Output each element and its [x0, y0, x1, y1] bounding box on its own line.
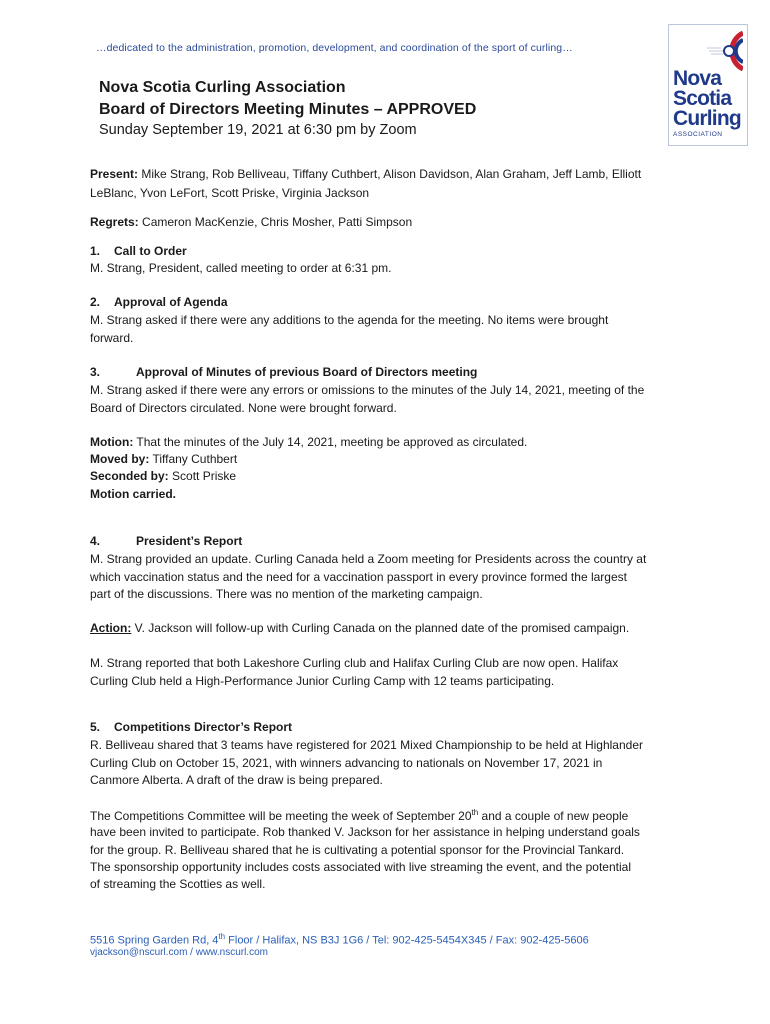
section-5-p2-text-1: The Competitions Committee will be meeting the week of September 20th and a couple of new people — [90, 808, 629, 823]
section-5-p2-text-5: of streaming the Scotties as well. — [90, 877, 266, 891]
section-5-p2-text-4: The sponsorship opportunity includes costs associated with live streaming the event, and the potential — [90, 860, 631, 874]
section-5-text-2: Curling Club on October 15, 2021, with winners advancing to nationals on November 17, 2021 in — [90, 756, 603, 770]
regrets-line — [90, 215, 412, 229]
motion-carried: Motion carried. — [90, 487, 177, 501]
motion-line: Motion: That the minutes of the July 14, 2021, meeting be approved as circulated. — [90, 435, 528, 449]
action-text: V. Jackson will follow-up with Curling Canada on the planned date of the promised campaign. — [131, 621, 630, 635]
curling-house-icon — [707, 31, 743, 71]
section-5-text-1: R. Belliveau shared that 3 teams have registered for 2021 Mixed Championship to be held at Highlander — [90, 738, 643, 752]
present-label: Present: — [90, 167, 139, 181]
section-3-text-1: M. Strang asked if there were any errors or omissions to the minutes of the July 14, 2021, meeting of the — [90, 383, 645, 397]
section-2-text-2: forward. — [90, 331, 134, 345]
present-text-1: Mike Strang, Rob Belliveau, Tiffany Cuthbert, Alison Davidson, Alan Graham, Jeff Lamb, Elliott — [138, 167, 642, 181]
section-4-text-2: which vaccination status and the need for a vaccination passport in every province formed the largest — [90, 570, 627, 584]
section-5-heading: 5. Competitions Director’s Report — [90, 720, 293, 734]
section-4-text-3: part of the discussions. There was no mention of the marketing campaign. — [90, 587, 483, 601]
section-3-text-2: Board of Directors circulated. None were brought forward. — [90, 401, 397, 415]
present-line-1 — [90, 167, 641, 181]
action-line — [90, 621, 629, 635]
regrets-label: Regrets: — [90, 215, 139, 229]
logo-word-nova: Nova — [673, 67, 722, 90]
section-4-p2-text-2: Curling Club held a High-Performance Junior Curling Camp with 12 teams participating. — [90, 674, 555, 688]
section-4-p2-text-1: M. Strang reported that both Lakeshore Curling club and Halifax Curling Club are now open. Halifax — [90, 656, 619, 670]
section-2-heading: 2. Approval of Agenda — [90, 295, 228, 309]
section-4-text-1: M. Strang provided an update. Curling Canada held a Zoom meeting for Presidents across the country at — [90, 552, 647, 566]
action-label: Action: — [90, 621, 132, 635]
doc-title: Board of Directors Meeting Minutes – APPROVED — [99, 101, 477, 118]
logo-word-scotia: Scotia — [673, 87, 732, 110]
section-5-p2-text-3: for the group. R. Belliveau shared that he is cultivating a potential sponsor for the Provincial Tankard. — [90, 843, 625, 857]
seconded-by-line: Seconded by: Scott Priske — [90, 469, 237, 483]
section-5-p2-text-2: have been invited to participate. Rob thanked V. Jackson for her assistance in helping understand goals — [90, 825, 640, 839]
moved-by-line: Moved by: Tiffany Cuthbert — [90, 452, 238, 466]
tagline: …dedicated to the administration, promotion, development, and coordination of the sport of curling… — [96, 42, 573, 54]
present-line-2: LeBlanc, Yvon LeFort, Scott Priske, Virginia Jackson — [90, 186, 370, 200]
regrets-text: Cameron MacKenzie, Chris Mosher, Patti Simpson — [138, 215, 413, 229]
section-1-text: M. Strang, President, called meeting to order at 6:31 pm. — [90, 261, 392, 275]
footer-address: 5516 Spring Garden Rd, 4th Floor / Halifax, NS B3J 1G6 / Tel: 902-425-5454X345 / Fax: 902-425-5606 — [90, 932, 589, 947]
org-name: Nova Scotia Curling Association — [99, 79, 346, 96]
section-2-text-1: M. Strang asked if there were any additions to the agenda for the meeting. No items were brought — [90, 313, 609, 327]
section-4-heading: 4. President’s Report — [90, 534, 243, 548]
section-1-heading: 1. Call to Order — [90, 244, 187, 258]
logo-word-association: ASSOCIATION — [673, 131, 723, 138]
nsca-logo — [668, 24, 748, 146]
section-3-heading: 3. Approval of Minutes of previous Board of Directors meeting — [90, 365, 478, 379]
section-5-text-3: Canmore Alberta. A draft of the draw is being prepared. — [90, 773, 383, 787]
footer-contact[interactable]: vjackson@nscurl.com / www.nscurl.com — [90, 947, 268, 958]
meeting-date: Sunday September 19, 2021 at 6:30 pm by Zoom — [99, 122, 417, 138]
logo-word-curling: Curling — [673, 107, 741, 130]
